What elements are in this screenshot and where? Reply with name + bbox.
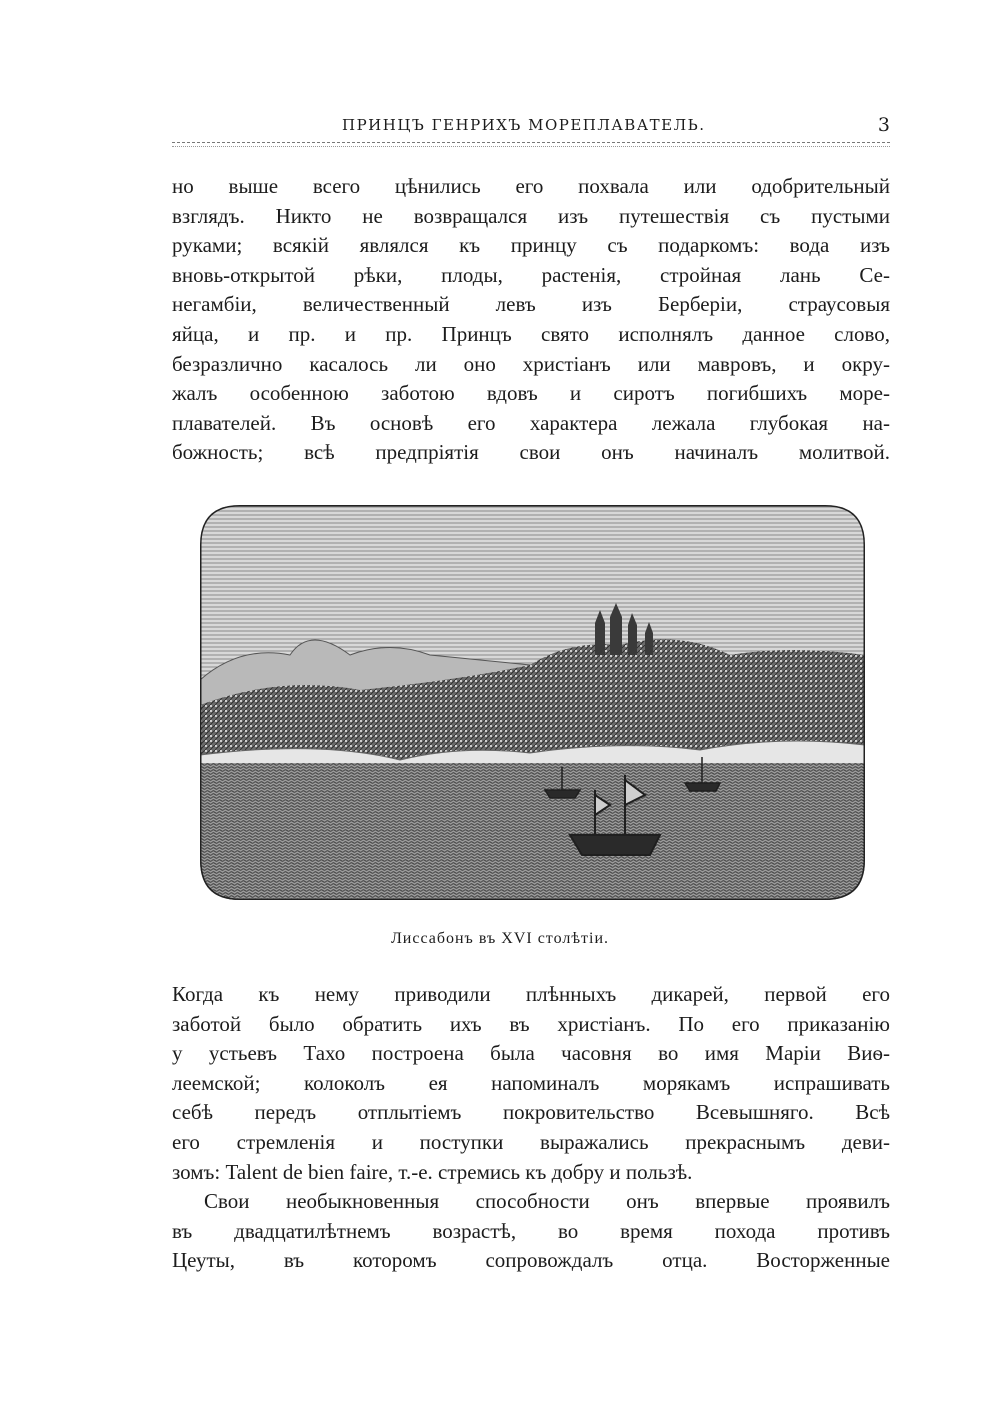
text-line: но выше всего цѣнились его похвала или одобрительный <box>172 174 890 198</box>
header-rule <box>172 142 890 147</box>
text-line: леемской; колоколъ ея напоминалъ морякамъ испрашивать <box>172 1070 890 1095</box>
running-title: ПРИНЦЪ ГЕНРИХЪ МОРЕПЛАВАТЕЛЬ. <box>342 116 706 134</box>
text-line: яйца, и пр. и пр. Принцъ свято исполнялъ данное слово, <box>172 321 890 346</box>
text-line: взглядъ. Никто не возвращался изъ путешествія съ пустыми <box>172 203 890 228</box>
text-line: его стремленія и поступки выражались прекраснымъ деви- <box>172 1129 890 1154</box>
text-line: себѣ передъ отплытіемъ покровительство Всевышняго. Всѣ <box>172 1100 890 1125</box>
text-line: Свои необыкновенныя способности онъ впервые проявилъ <box>204 1189 890 1213</box>
text-line: Когда къ нему приводили плѣнныхъ дикарей, первой его <box>172 982 890 1006</box>
page-number: 3 <box>877 114 890 136</box>
paragraph-3 <box>172 1187 890 1276</box>
paragraph-2 <box>172 980 890 1187</box>
text-line: негамбіи, величественный левъ изъ Берберіи, страусовыя <box>172 292 890 317</box>
text-line: зомъ: Talent de bien faire, т.-е. стремись къ добру и пользѣ. <box>172 1159 693 1184</box>
text-line: безразлично касалось ли оно христіанъ или мавровъ, и окру- <box>172 351 890 376</box>
text-line: руками; всякій являлся къ принцу съ подаркомъ: вода изъ <box>172 233 890 258</box>
text-line: плавателей. Въ основѣ его характера лежала глубокая на- <box>172 410 890 435</box>
text-line: заботой было обратить ихъ въ христіанъ. По его приказанію <box>172 1011 890 1036</box>
text-line: Цеуты, въ которомъ сопровождалъ отца. Восторженные <box>172 1248 890 1273</box>
paragraph-1 <box>172 172 890 468</box>
page-header <box>172 116 890 140</box>
figure-caption: Лиссабонъ въ XVI столѣтіи. <box>390 930 610 947</box>
lisbon-engraving <box>200 505 865 900</box>
text-line: жалъ особенною заботою вдовъ и сиротъ погибшихъ море- <box>172 381 890 406</box>
text-line: у устьевъ Тахо построена была часовня во имя Маріи Виѳ- <box>172 1041 890 1066</box>
text-line: божность; всѣ предпріятія свои онъ начиналъ молитвой. <box>172 440 890 465</box>
text-line: вновь-открытой рѣки, плоды, растенія, стройная лань Се- <box>172 262 890 287</box>
text-line: въ двадцатилѣтнемъ возрастѣ, во время похода противъ <box>172 1218 890 1243</box>
